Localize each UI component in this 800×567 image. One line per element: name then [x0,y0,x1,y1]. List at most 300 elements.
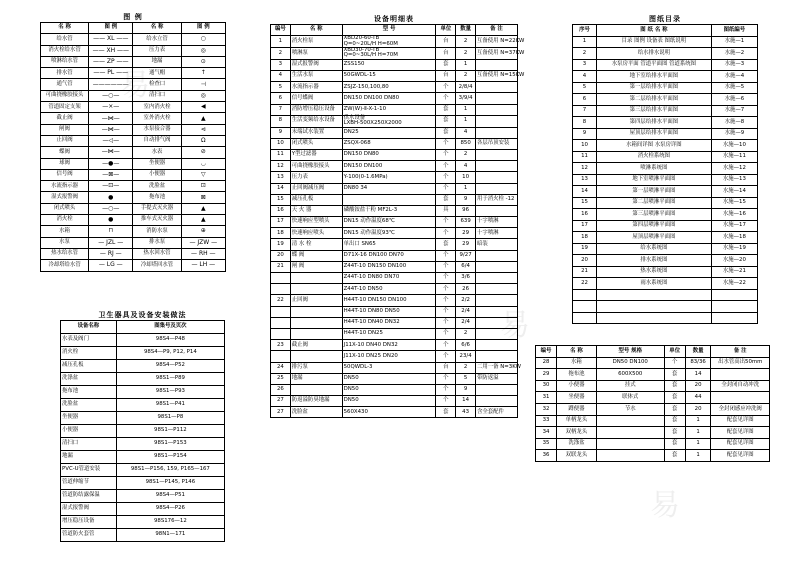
table-cell: 水施—6 [711,94,757,106]
table-row [536,392,770,404]
table-row [271,407,518,418]
table-cell: 2/2 [456,295,476,306]
table-row [41,192,226,203]
table-row [41,181,226,192]
table-cell: 水施—16 [711,209,757,221]
legend-symbol: —○— [89,90,133,101]
table-cell: 9 [573,128,597,140]
table-cell: 台 [436,48,456,60]
table-cell: 98S4—P48 [116,334,224,347]
table-row [61,503,225,516]
table-cell: 16 [271,205,291,216]
table-cell: 第三层喷淋平面图 [597,209,712,221]
table-cell: 目录 图例 设备表 图纸说明 [597,36,712,48]
table-cell: 互备使用 N=15KW [475,71,517,82]
legend-symbol: ⊲ [181,124,225,135]
table-cell: 手提式灭火器 [133,203,181,214]
table-cell [573,312,597,324]
table-cell: 8 [271,115,291,127]
legend-symbol: ▲ [181,113,225,124]
table-cell: 检查口 [133,79,181,90]
table-cell [271,273,291,284]
table-row [271,217,518,228]
table-cell [475,183,517,194]
table-cell: 出水管高出50mm [711,357,770,369]
table-cell: 98S1—P41 [116,399,224,412]
table-cell [271,284,291,295]
table-cell: 套 [436,127,456,138]
table-cell: 29 [536,369,557,381]
table-cell: 3/9/4 [456,93,476,104]
table-cell [271,317,291,328]
table-cell: 水施—15 [711,197,757,209]
table-cell: 2 [573,48,597,60]
legend-symbol: —⋈— [89,124,133,135]
table-row [61,373,225,386]
legend-symbol: —⊠— [89,169,133,180]
table-cell: 水施—12 [711,163,757,175]
table-cell: 全封闭感应冲洗阀 [711,403,770,415]
standards-header-cell: 设备名称 [61,321,117,334]
legend-symbol: —⋈— [89,113,133,124]
legend-symbol: ▲ [181,203,225,214]
table-cell: 个 [664,357,685,369]
legend-symbol: ▽ [181,169,225,180]
table-cell: 屋顶层给排水平面图 [597,128,712,140]
table-cell: 热水系统图 [597,266,712,278]
table-cell: 台 [436,71,456,82]
table-cell: 17 [573,220,597,232]
table-row [61,412,225,425]
table-cell: 水箱间详图 水泵房详图 [597,140,712,152]
table-cell [475,115,517,127]
table-cell: 地漏 [290,373,342,384]
table-cell [475,273,517,284]
table-cell: 30 [536,380,557,392]
table-cell [596,415,664,427]
table-cell [711,369,770,381]
table-cell: 水流指示器 [290,82,342,93]
table-cell: 5 [573,82,597,94]
table-cell [475,328,517,339]
table-cell [475,205,517,216]
table-cell: 98S1—P93 [116,386,224,399]
table-cell: DN50 DN100 [596,357,664,369]
table-cell: H44T-10 DN25 [342,328,436,339]
table-cell: 1 [456,115,476,127]
table-cell: 98N1—171 [116,529,224,542]
legend-symbol: ◎ [181,90,225,101]
table-cell: 10 [271,138,291,149]
table-cell: 14 [271,183,291,194]
table-cell: 8 [573,117,597,129]
table-cell: 36 [536,450,557,462]
materials-block [535,345,770,462]
table-cell: XBD30-70-TB Q=0~30L/H H=70M [342,48,436,60]
watermark: 易 [650,488,680,523]
table-row [271,48,518,60]
table-cell: 14 [456,396,476,407]
equipment-header-cell: 型 号 [342,25,436,36]
table-cell: 闭式喷头 [290,138,342,149]
legend-symbol: —— PL —— [89,68,133,79]
materials-header-cell: 单位 [664,346,685,358]
legend-symbol: —⋈— [89,147,133,158]
table-cell: DN80 34 [342,183,436,194]
table-cell: 水泵 [41,237,89,248]
table-cell [475,351,517,362]
table-cell: 水箱 [557,357,597,369]
table-cell: 节水 [596,403,664,415]
table-row [271,82,518,93]
table-cell: 截止阀 [41,113,89,124]
table-cell: 套 [664,415,685,427]
legend-symbol: — LH — [181,260,225,271]
table-cell: 暗装 [475,239,517,250]
table-cell: 7 [271,104,291,115]
materials-header-cell: 编号 [536,346,557,358]
table-cell: 1 [573,36,597,48]
table-cell: 98S1—P89 [116,373,224,386]
legend-header-row [41,23,226,34]
materials-header-row [536,346,770,358]
table-cell: 个 [436,295,456,306]
materials-header-cell: 型号 规格 [596,346,664,358]
table-cell: 13 [271,172,291,183]
table-cell: DN50 [342,396,436,407]
table-cell: 第二层喷淋平面图 [597,197,712,209]
table-cell: 12 [573,163,597,175]
table-cell: 2 [456,149,476,160]
table-cell: 4 [573,71,597,83]
table-cell: 管道防结露保温 [61,490,117,503]
table-cell: 水施—5 [711,82,757,94]
table-row [573,128,758,140]
watermark: 易 [120,68,150,103]
table-row [41,34,226,45]
table-row [271,317,518,328]
table-cell: 6 [573,94,597,106]
table-row [573,278,758,290]
table-cell: 套 [436,104,456,115]
table-cell: 水施—9 [711,128,757,140]
table-cell: 9 [456,384,476,395]
table-row [61,425,225,438]
table-cell: 水施—2 [711,48,757,60]
table-row [41,248,226,259]
table-cell: 压力表 [133,45,181,56]
equipment-header-cell: 名 称 [290,25,342,36]
table-cell [475,306,517,317]
table-cell: DN50 [342,373,436,384]
table-cell: 27 [271,396,291,407]
table-cell: 冷却塔回水管 [133,260,181,271]
table-row [573,312,758,324]
table-row [536,380,770,392]
table-cell: 止回阀减压阀 [290,183,342,194]
table-cell: 5 [271,82,291,93]
table-cell: 推车式灭火器 [133,215,181,226]
table-row [271,93,518,104]
table-cell [597,301,712,313]
table-cell: 水施—22 [711,278,757,290]
table-cell: 个 [436,183,456,194]
table-row [41,102,226,113]
table-row [573,151,758,163]
table-cell: 6/6 [456,340,476,351]
table-cell: 台 [436,362,456,373]
table-cell: 个 [436,149,456,160]
table-cell [475,104,517,115]
table-cell: 配套见详图 [711,415,770,427]
table-cell: 喷淋系统图 [597,163,712,175]
legend-symbol: —— XH —— [89,45,133,56]
table-cell: 16 [573,209,597,221]
table-row [573,59,758,71]
drawings-header-row [573,25,758,37]
table-cell: 洗脸盆 [133,181,181,192]
table-row [573,117,758,129]
table-cell [711,312,757,324]
table-cell: 互备使用 N=22KW [475,36,517,48]
table-cell: 消防增压稳压设备 [290,104,342,115]
table-cell: 供水设备 LXBH-500X250X2000 [342,115,436,127]
table-cell: 1 [685,427,711,439]
table-cell: 湿式报警阀 [290,59,342,70]
table-cell: 3 [271,59,291,70]
table-cell: 水施—3 [711,59,757,71]
table-cell: 各层吊顶安装 [475,138,517,149]
table-cell: 通气帽 [133,68,181,79]
table-cell: 20 [271,250,291,261]
standards-block [60,310,225,542]
table-cell: 管道防火套管 [61,529,117,542]
table-cell: 2 [271,48,291,60]
table-cell: 1 [271,36,291,48]
table-cell: J11X-10 DN40 DN32 [342,340,436,351]
table-cell: 互备使用 N=37KW [475,48,517,60]
table-cell: 截止阀 [290,340,342,351]
table-row [573,197,758,209]
table-cell: 通气管 [41,79,89,90]
table-row [573,289,758,301]
table-cell: DN150 DN80 [342,149,436,160]
table-cell: 23 [271,340,291,351]
table-cell: 25 [271,373,291,384]
table-cell: 小便器 [61,425,117,438]
table-cell: 第四层喷淋平面图 [597,220,712,232]
legend-symbol: ↑ [181,68,225,79]
table-cell: 挂式 [596,380,664,392]
table-cell: 2 [456,71,476,82]
table-cell: 喷淋给水管 [41,56,89,67]
table-cell: 套 [436,239,456,250]
table-cell: 个 [436,138,456,149]
table-cell: 29 [456,239,476,250]
table-cell: 洗涤盆 [557,438,597,450]
table-cell: 天 火 器 [290,205,342,216]
legend-symbol: —○— [89,203,133,214]
table-cell: 水施—1 [711,36,757,48]
table-cell: 4 [456,161,476,172]
table-cell: H44T-10 DN150 DN100 [342,295,436,306]
legend-header-cell: 图 例 [89,23,133,34]
table-cell: 96 [456,205,476,216]
table-cell: 坐便器 [133,158,181,169]
table-row [41,226,226,237]
table-cell: 2/4 [456,306,476,317]
legend-symbol: ⊘ [181,147,225,158]
table-row [41,124,226,135]
legend-symbol: —⊡— [89,181,133,192]
table-cell: 9 [271,127,291,138]
table-row [61,334,225,347]
table-cell: 坐便器 [61,412,117,425]
table-cell [475,317,517,328]
table-cell [475,384,517,395]
table-row [41,215,226,226]
table-cell: 9/27 [456,250,476,261]
table-row [271,306,518,317]
table-cell: 单柄龙头 [557,415,597,427]
table-cell: 50GWDL-15 [342,71,436,82]
table-cell: 20 [685,380,711,392]
table-cell: 管道伸缩节 [61,477,117,490]
table-cell: 个 [436,384,456,395]
table-row [61,477,225,490]
legend-symbol: Ω [181,135,225,146]
table-cell: ZSS150 [342,59,436,70]
table-cell: 个 [436,340,456,351]
table-row [573,163,758,175]
table-cell: 排水系统图 [597,255,712,267]
table-row [536,369,770,381]
table-cell: 98S4—P51 [116,490,224,503]
table-row [61,451,225,464]
table-cell: 9 [456,194,476,205]
table-cell: 球阀 [41,158,89,169]
legend-symbol: — RJ — [89,248,133,259]
table-cell: 套 [664,450,685,462]
table-cell: 快速响应型喷头 [290,217,342,228]
table-cell: 管道固定支架 [41,102,89,113]
drawings-block [572,14,758,324]
table-cell: 19 [271,239,291,250]
table-cell [475,93,517,104]
table-cell: 给水系统图 [597,243,712,255]
table-cell: 含全套配件 [475,407,517,418]
table-row [573,186,758,198]
table-cell: 7 [573,105,597,117]
table-cell: DN150 DN100 [342,161,436,172]
table-cell: 98S1—P153 [116,438,224,451]
standards-title: 卫生器具及设备安装做法 [98,311,187,319]
table-cell: 639 [456,217,476,228]
legend-header-cell: 图 例 [181,23,225,34]
table-cell: 1 [685,438,711,450]
table-cell: 生活变频给水设备 [290,115,342,127]
table-cell: 83/36 [685,357,711,369]
table-cell: 信号蝶阀 [290,93,342,104]
equipment-block [270,14,525,418]
legend-title: 图 例 [123,13,143,21]
table-cell: 二用一备 N=3KW [475,362,517,373]
table-cell: 套 [436,115,456,127]
table-row [41,90,226,101]
table-cell: 可曲挠橡胶接头 [41,90,89,101]
table-cell [342,194,436,205]
table-cell: 98S1—P8 [116,412,224,425]
table-cell: 第二层给排水平面图 [597,94,712,106]
table-row [271,194,518,205]
table-cell: 洗脸盆 [290,407,342,418]
table-cell: 35 [536,438,557,450]
table-cell: 98S4—P52 [116,360,224,373]
table-cell: 洗涤盆 [61,373,117,386]
table-cell: 1 [685,450,711,462]
table-cell: 套 [664,438,685,450]
table-row [271,340,518,351]
table-cell: 消防水泵 [133,226,181,237]
table-cell: 水施—20 [711,255,757,267]
table-row [41,147,226,158]
table-row [573,105,758,117]
table-cell: 联体式 [596,392,664,404]
table-cell: 消火栓 [61,347,117,360]
table-cell: Z44T-10 DN150 DN100 [342,261,436,272]
table-cell: 快速响应喷头 [290,228,342,239]
table-cell [475,127,517,138]
table-cell [271,351,291,362]
table-cell [290,317,342,328]
table-cell: 个 [436,172,456,183]
table-cell [290,273,342,284]
table-cell [596,438,664,450]
table-cell: 2 [456,362,476,373]
table-cell [290,284,342,295]
table-cell: Z44T-10 DN50 [342,284,436,295]
table-cell: 水施—19 [711,243,757,255]
table-cell: 十字喷淋 [475,228,517,239]
legend-symbol: ◡ [181,158,225,169]
table-cell: 套 [664,380,685,392]
table-cell: DN15 动作温度93℃ [342,228,436,239]
table-cell: 蝶 阀 [290,250,342,261]
table-cell: ZW(W)-Ⅱ-X-1-10 [342,104,436,115]
table-row [271,138,518,149]
table-cell: 地下室喷淋平面图 [597,174,712,186]
table-cell: 消火栓泵 [290,36,342,48]
table-cell: 个 [436,284,456,295]
table-cell: 水施—14 [711,186,757,198]
table-cell: 给水排水说明 [597,48,712,60]
table-row [271,396,518,407]
table-row [573,71,758,83]
table-cell [475,284,517,295]
table-cell [475,149,517,160]
table-cell: 双柄龙头 [557,427,597,439]
table-row [41,203,226,214]
equipment-header-cell: 编号 [271,25,291,36]
table-row [41,79,226,90]
table-cell: 止回阀 [41,135,89,146]
table-cell: 3 [573,59,597,71]
table-cell: 98S1—P154 [116,451,224,464]
table-cell: H44T-10 DN80 DN50 [342,306,436,317]
equipment-title: 设备明细表 [374,15,414,23]
table-row [271,384,518,395]
table-row [573,82,758,94]
